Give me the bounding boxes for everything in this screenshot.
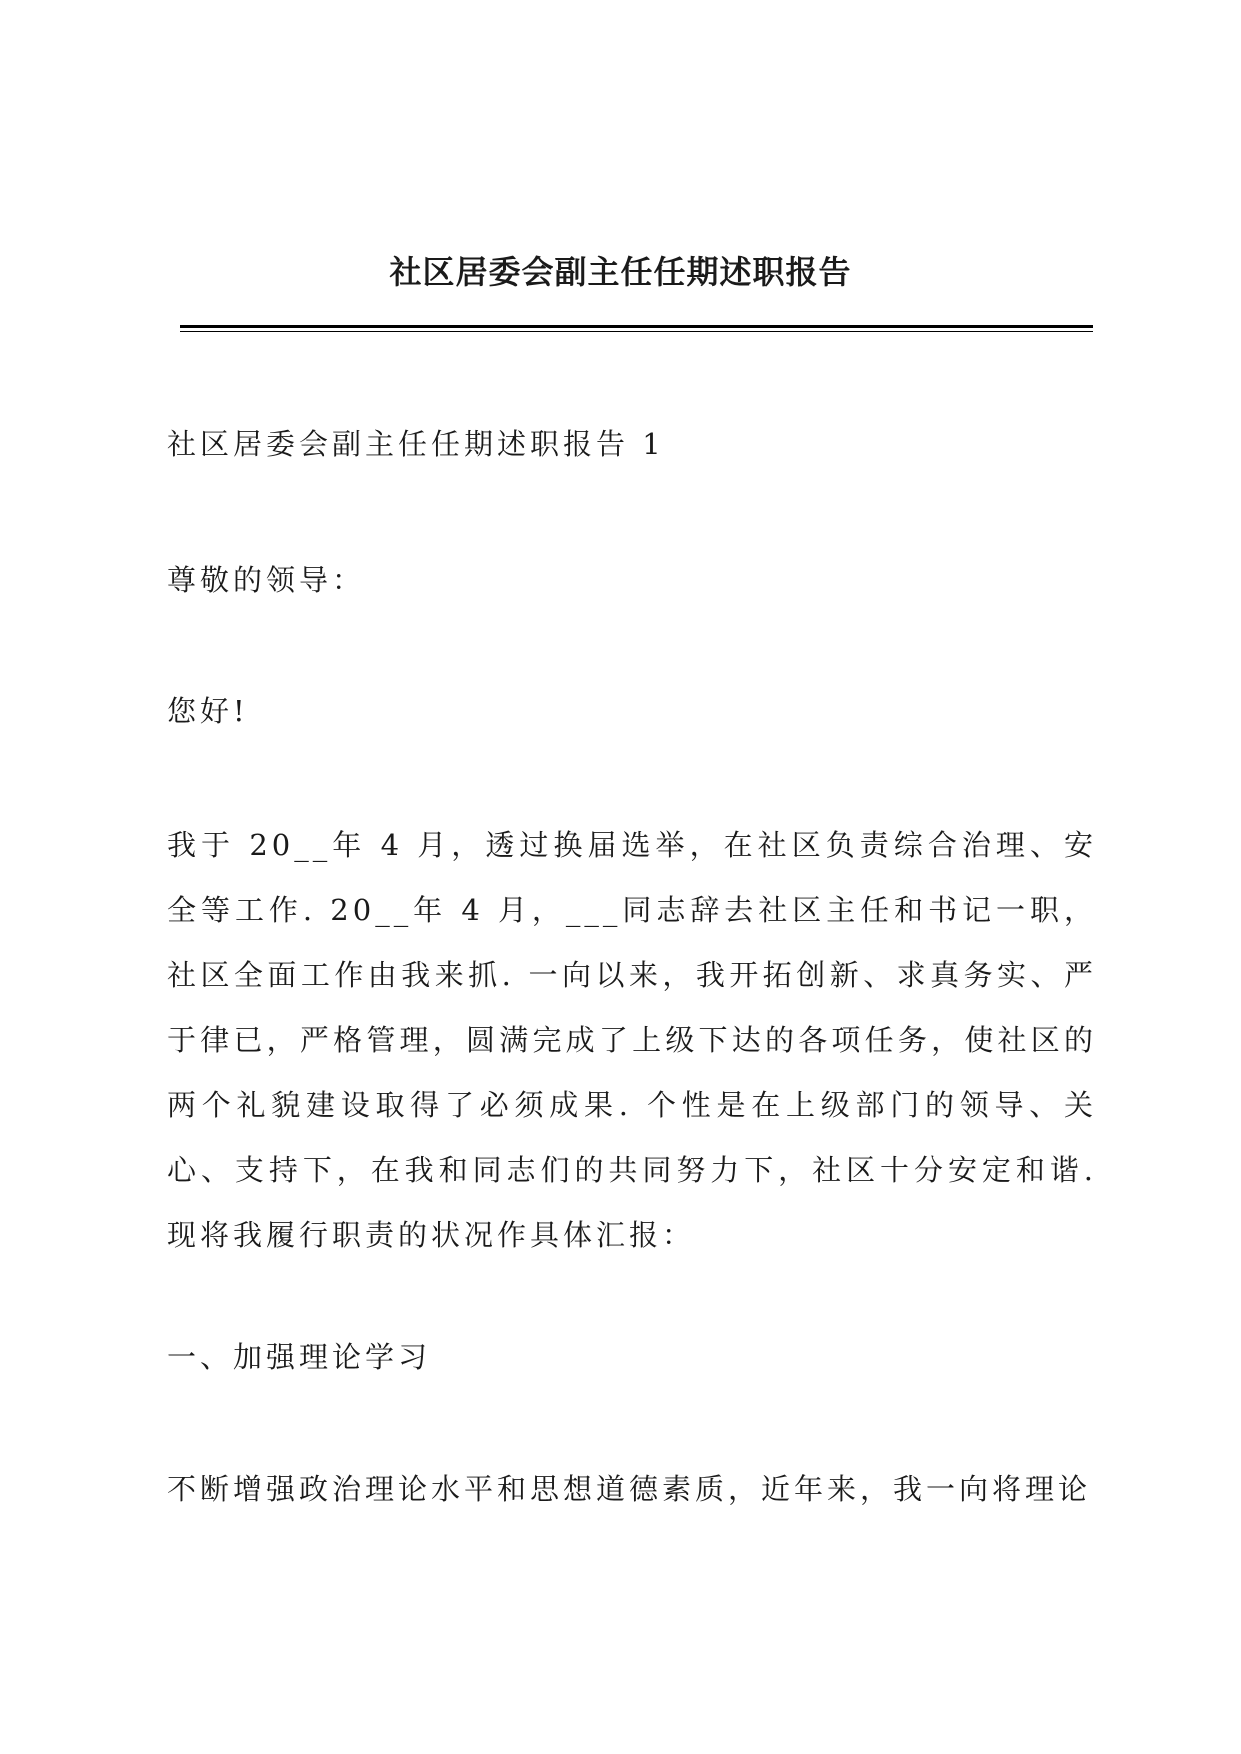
salutation: 尊敬的领导： (167, 563, 366, 597)
greeting: 您好! (167, 694, 249, 728)
report-subtitle: 社区居委会副主任任期述职报告 1 (167, 427, 665, 461)
closing-paragraph: 不断增强政治理论水平和思想道德素质，近年来，我一向将理论 (167, 1472, 1092, 1506)
title-divider-thick (180, 325, 1093, 328)
body-paragraph: 我于 20__年 4 月，透过换届选举，在社区负责综合治理、安全等工作. 20__年 4 月，___同志辞去社区主任和书记一职，社区全面工作由我来抓. 一向以来，我开拓创新、求真务实、严于律已，严格管理，圆满完成了上级下达的各项任务，使社区的两个礼貌建设取得了必须成果. 个性是在上级部门的领导、关心、支持下，在我和同志们的共同努力下，社区十分安定和谐. 现将我履行职责的状况作具体汇报： (167, 828, 1097, 1252)
section-heading: 一、加强理论学习 (167, 1340, 432, 1374)
title-divider-thin (180, 331, 1093, 332)
document-title: 社区居委会副主任任期述职报告 (389, 253, 852, 291)
